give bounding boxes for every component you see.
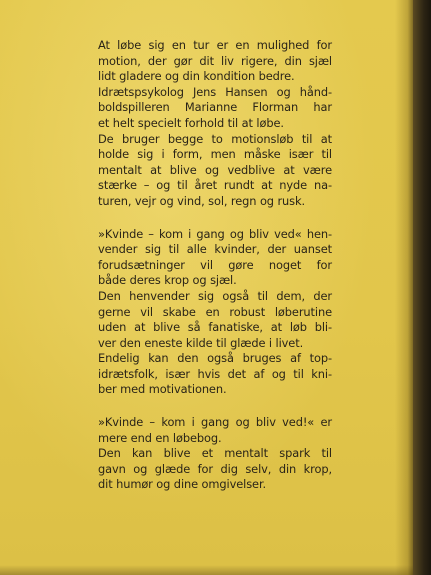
paragraph-2	[98, 227, 332, 399]
text-line: gavn og glæde for dig selv, din krop,	[98, 461, 332, 476]
cover-bottom-shadow	[0, 565, 413, 575]
text-line: Den kan blive et mentalt spark til	[98, 446, 332, 461]
text-line: vender sig til alle kvinder, der uanset	[98, 242, 332, 257]
text-line: Idrætspsykolog Jens Hansen og hånd-	[98, 84, 332, 99]
text-line: stærke – og til året rundt at nyde na-	[98, 178, 332, 193]
back-cover-text	[98, 38, 332, 493]
text-line: ver den eneste kilde til glæde i livet.	[98, 335, 304, 350]
text-line: dit humør og dine omgivelser.	[98, 477, 267, 492]
text-line: både deres krop og sjæl.	[98, 273, 237, 288]
text-line: forudsætninger vil gøre noget for	[98, 257, 332, 272]
text-line: boldspilleren Marianne Florman har	[98, 100, 332, 115]
text-line: Den henvender sig også til dem, der	[98, 288, 332, 303]
paragraph-gap	[98, 210, 332, 227]
text-line: idrætsfolk, især hvis det af og til kni-	[98, 366, 332, 381]
text-line: gerne vil skabe en robust løberutine	[98, 304, 332, 319]
paragraph-1	[98, 38, 332, 210]
text-line: »Kvinde – kom i gang og bliv ved« hen-	[98, 226, 332, 241]
text-line: Endelig kan den også bruges af top-	[98, 351, 332, 366]
text-line: holde sig i form, men måske især til	[98, 147, 332, 162]
text-line: et helt specielt forhold til at løbe.	[98, 115, 284, 130]
text-line: motion, der gør dit liv rigere, din sjæl	[98, 53, 332, 68]
text-line: ber med motivationen.	[98, 382, 227, 397]
paragraph-3	[98, 415, 332, 493]
text-line: mere end en løbebog.	[98, 430, 222, 445]
text-line: uden at blive så fanatiske, at løb bli-	[98, 320, 332, 335]
book-page-edge	[413, 0, 431, 575]
spine-shadow	[395, 0, 413, 575]
text-line: De bruger begge to motionsløb til at	[98, 131, 332, 146]
paragraph-gap	[98, 398, 332, 415]
text-line: »Kvinde – kom i gang og bliv ved!« er	[98, 415, 332, 430]
text-line: lidt gladere og din kondition bedre.	[98, 69, 295, 84]
text-line: turen, vejr og vind, sol, regn og rusk.	[98, 193, 306, 208]
text-line: At løbe sig en tur er en mulighed for	[98, 38, 332, 52]
text-line: mentalt at blive og vedblive at være	[98, 162, 332, 177]
